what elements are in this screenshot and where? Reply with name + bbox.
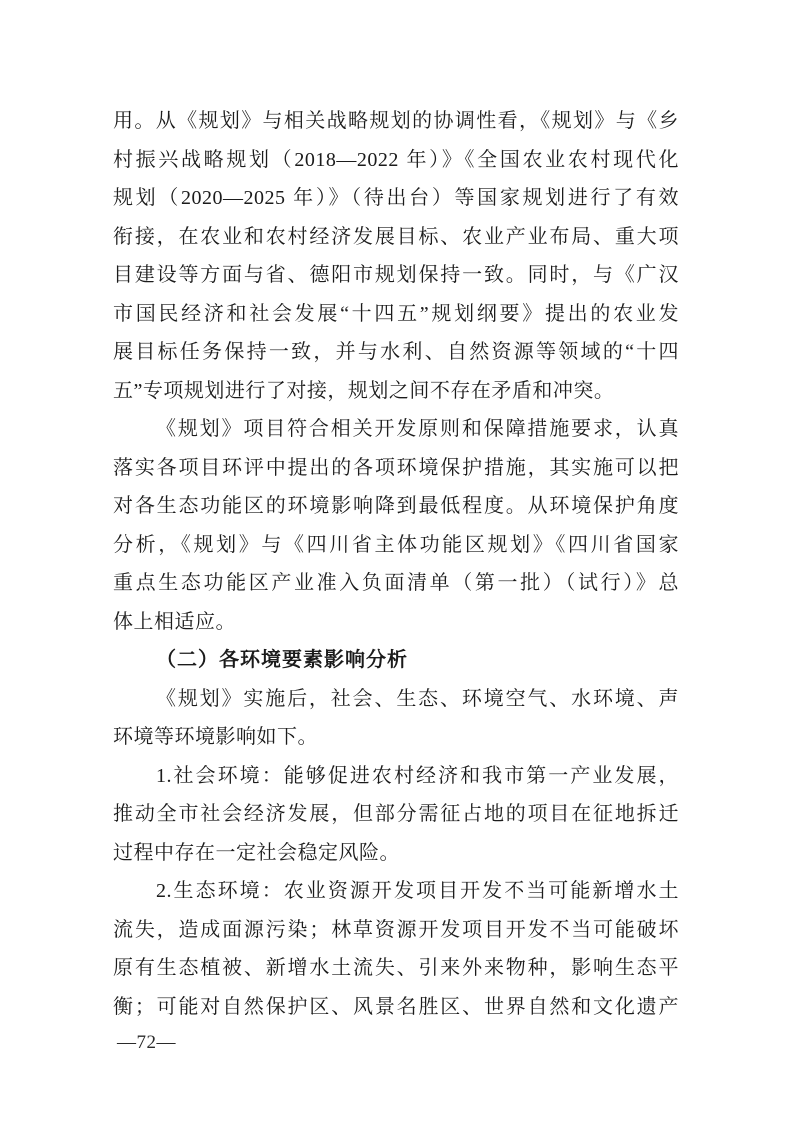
text-line: 推动全市社会经济发展，但部分需征占地的项目在征地拆迁 (113, 803, 679, 825)
text-line: 衡；可能对自然保护区、风景名胜区、世界自然和文化遗产 (113, 995, 679, 1018)
text-line: 流失，造成面源污染；林草资源开发项目开发不当可能破坏 (113, 918, 679, 941)
text-line: 环境等环境影响如下。 (113, 726, 318, 748)
text-line: 市国民经济和社会发展“十四五”规划纲要》提出的农业发 (113, 302, 679, 325)
text-line: 衔接，在农业和农村经济发展目标、农业产业布局、重大项 (113, 225, 679, 248)
text-line: 用。从《规划》与相关战略规划的协调性看，《规划》与《乡 (113, 110, 679, 132)
text-line: 规划（2020—2025 年）》（待出台）等国家规划进行了有效 (113, 187, 679, 209)
text-block (113, 102, 679, 1026)
section-heading: （二）各环境要素影响分析 (156, 649, 408, 671)
text-line: 2.生态环境：农业资源开发项目开发不当可能新增水土 (156, 880, 679, 902)
text-line: 《规划》实施后，社会、生态、环境空气、水环境、声 (156, 687, 679, 710)
text-line: 《规划》项目符合相关开发原则和保障措施要求，认真 (156, 418, 679, 440)
text-line: 体上相适应。 (113, 610, 236, 633)
text-line: 对各生态功能区的环境影响降到最低程度。从环境保护角度 (113, 495, 679, 517)
text-line: 过程中存在一定社会稳定风险。 (113, 841, 400, 864)
text-line: 原有生态植被、新增水土流失、引来外来物种，影响生态平 (113, 957, 679, 979)
text-line: 展目标任务保持一致，并与水利、自然资源等领域的“十四 (113, 341, 679, 363)
text-line: 重点生态功能区产业准入负面清单（第一批）（试行）》总 (113, 572, 679, 594)
text-line: 村振兴战略规划（2018—2022 年）》《全国农业农村现代化 (113, 148, 679, 171)
text-line: 1.社会环境：能够促进农村经济和我市第一产业发展， (156, 764, 679, 787)
text-line: 落实各项目环评中提出的各项环境保护措施，其实施可以把 (113, 456, 679, 479)
page-number: —72— (117, 1032, 176, 1053)
text-line: 五”专项规划进行了对接，规划之间不存在矛盾和冲突。 (113, 379, 615, 402)
text-line: 目建设等方面与省、德阳市规划保持一致。同时，与《广汉 (113, 264, 679, 286)
text-line: 分析，《规划》与《四川省主体功能区规划》《四川省国家 (113, 533, 679, 556)
